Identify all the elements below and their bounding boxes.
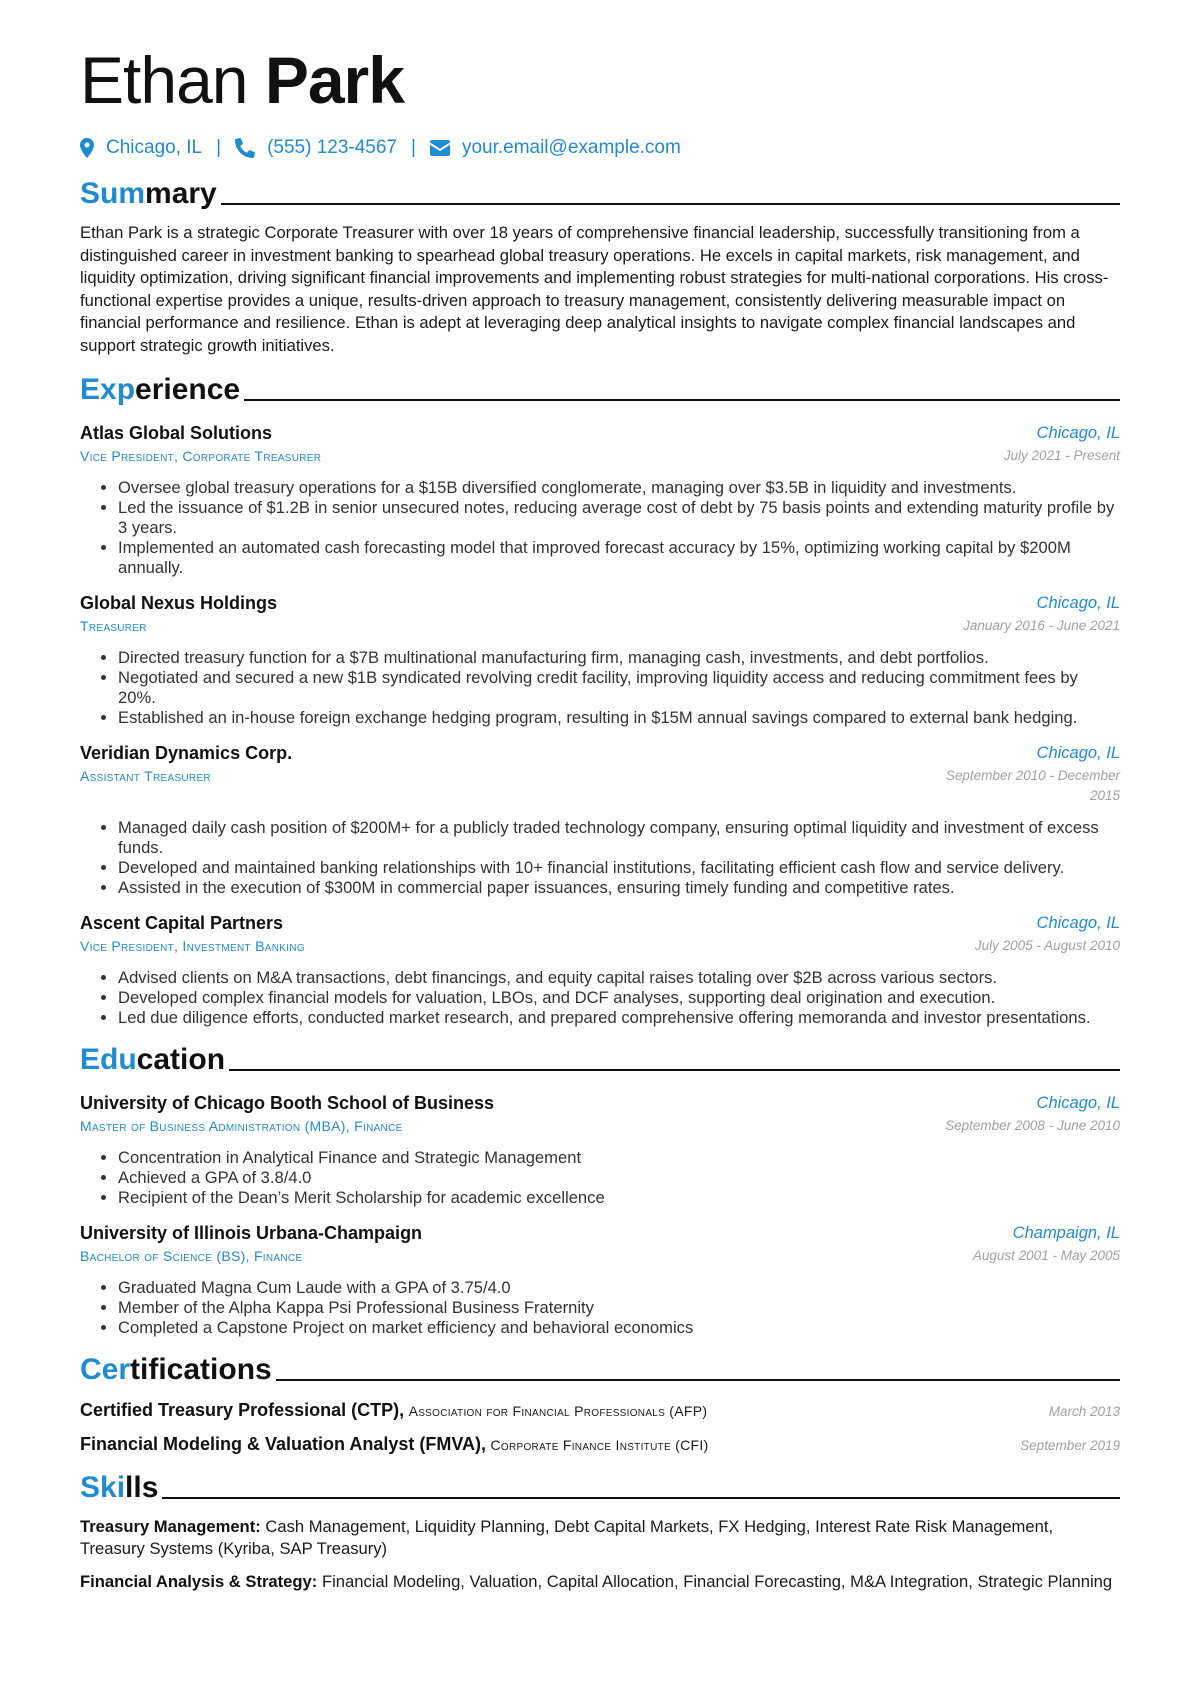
section-skills-heading <box>80 1466 1120 1506</box>
list-item: • Graduated Magna Cum Laude with a GPA of 3.75/4.0 <box>118 1278 1120 1298</box>
list-item: • Completed a Capstone Project on market efficiency and behavioral economics <box>118 1318 1120 1338</box>
heading-rest: cation <box>136 1042 226 1076</box>
employer-name: Global Nexus Holdings <box>80 592 278 613</box>
location-text: Chicago, IL <box>106 137 203 158</box>
experience-entry <box>80 912 1120 1028</box>
map-marker-icon <box>80 138 94 158</box>
certification-title: Financial Modeling & Valuation Analyst (FMVA) <box>80 1433 482 1454</box>
job-title: Assistant Treasurer <box>80 767 211 784</box>
phone-icon <box>235 138 255 158</box>
employer-name: Atlas Global Solutions <box>80 422 273 443</box>
entry-dates: August 2001 - May 2005 <box>972 1247 1120 1263</box>
heading-accent: Exp <box>80 372 136 406</box>
section-rule <box>276 1379 1120 1381</box>
certification-issuer: Association for Financial Professionals (AFP) <box>408 1402 708 1419</box>
contact-separator: | <box>411 137 416 158</box>
contact-phone[interactable] <box>235 134 397 162</box>
section-experience-heading <box>80 368 1120 408</box>
heading-rest: lls <box>125 1470 159 1504</box>
list-item: • Concentration in Analytical Finance and Strategic Management <box>118 1148 1120 1168</box>
list-item: • Established an in-house foreign exchange hedging program, resulting in $15M annual savings compared to external bank hedging. <box>118 708 1120 728</box>
degree: Bachelor of Science (BS), Finance <box>80 1247 303 1264</box>
candidate-name <box>80 40 1120 120</box>
certification-item <box>80 1434 1120 1456</box>
contact-bar <box>80 134 1120 162</box>
section-education-heading <box>80 1038 1120 1078</box>
section-rule <box>162 1497 1120 1499</box>
entry-dates: July 2021 - Present <box>1003 447 1120 463</box>
achievement-list <box>80 968 1120 1028</box>
list-item: • Directed treasury function for a $7B multinational manufacturing firm, managing cash, investments, and debt portfolios. <box>118 648 1120 668</box>
entry-dates: September 2010 - December 2015 <box>945 767 1120 803</box>
experience-entry <box>80 742 1120 898</box>
list-item: • Developed and maintained banking relationships with 10+ financial institutions, facilitating efficient cash flow and service delivery. <box>118 858 1120 878</box>
section-rule <box>229 1069 1120 1071</box>
first-name: Ethan <box>80 43 248 117</box>
skill-group <box>80 1571 1120 1594</box>
heading-rest: tifications <box>130 1352 272 1386</box>
entry-location: Chicago, IL <box>1036 423 1120 442</box>
envelope-icon <box>430 140 450 156</box>
entry-dates: September 2008 - June 2010 <box>945 1117 1120 1133</box>
list-item: • Led the issuance of $1.2B in senior unsecured notes, reducing average cost of debt by 75 basis points and extending maturity profile by 3 years. <box>118 498 1120 538</box>
entry-location: Chicago, IL <box>1036 593 1120 612</box>
job-title: Vice President, Investment Banking <box>80 937 305 954</box>
certification-date: September 2019 <box>1020 1437 1120 1453</box>
phone-text: (555) 123-4567 <box>267 137 397 158</box>
list-item: • Advised clients on M&A transactions, debt financings, and equity capital raises totaling over $2B across various sectors. <box>118 968 1120 988</box>
heading-accent: Edu <box>80 1042 137 1076</box>
section-rule <box>221 203 1120 205</box>
contact-location <box>80 134 202 162</box>
summary-paragraph: Ethan Park is a strategic Corporate Treasurer with over 18 years of comprehensive financial leadership, successfully transitioning from a distinguished career in investment banking to spearhead global treasury operations. He excels in capital markets, risk management, and liquidity optimization, driving significant financial improvements and implementing robust strategies for multi-national corporations. His cross-functional expertise provides a unique, results-driven approach to treasury management, consistently delivering measurable impact on financial performance and resilience. Ethan is adept at leveraging deep analytical insights to navigate complex financial landscapes and support strategic growth initiatives. <box>80 223 1109 355</box>
certification-issuer: Corporate Finance Institute (CFI) <box>490 1436 709 1453</box>
email-link: your.email@example.com <box>461 137 681 158</box>
last-name: Park <box>264 43 404 117</box>
heading-rest: mary <box>145 177 217 210</box>
job-title: Vice President, Corporate Treasurer <box>80 447 322 464</box>
heading-accent: Cer <box>80 1352 131 1386</box>
section-rule <box>244 399 1120 401</box>
resume-page <box>80 40 1120 1593</box>
education-entry <box>80 1222 1120 1338</box>
certification-title: Certified Treasury Professional (CTP) <box>80 1399 400 1420</box>
certification-date: March 2013 <box>1048 1403 1120 1419</box>
heading-accent: Ski <box>80 1470 126 1504</box>
contact-separator: | <box>216 137 222 158</box>
achievement-list <box>80 818 1120 898</box>
skill-list: Cash Management, Liquidity Planning, Debt Capital Markets, FX Hedging, Interest Rate Risk Management, Treasury Systems (Kyriba, SAP Treasury) <box>80 1516 1054 1559</box>
list-item: • Recipient of the Dean’s Merit Scholarship for academic excellence <box>118 1188 1120 1208</box>
skill-category: Treasury Management: <box>80 1516 261 1536</box>
skill-group <box>80 1516 1120 1561</box>
school-name: University of Chicago Booth School of Business <box>80 1092 495 1113</box>
employer-name: Ascent Capital Partners <box>80 912 284 933</box>
achievement-list <box>80 648 1120 728</box>
experience-entry <box>80 422 1120 578</box>
heading-rest: erience <box>135 372 241 406</box>
entry-location: Champaign, IL <box>1012 1223 1120 1242</box>
skill-category: Financial Analysis & Strategy: <box>80 1571 318 1591</box>
employer-name: Veridian Dynamics Corp. <box>80 742 293 763</box>
job-title: Treasurer <box>80 617 147 634</box>
achievement-list <box>80 478 1120 578</box>
list-item: • Assisted in the execution of $300M in commercial paper issuances, ensuring timely funding and competitive rates. <box>118 878 1120 898</box>
achievement-list <box>80 1278 1120 1338</box>
section-summary-heading <box>80 172 1120 212</box>
list-item: • Led due diligence efforts, conducted market research, and prepared comprehensive offering memoranda and investor presentations. <box>118 1008 1120 1028</box>
list-item: • Achieved a GPA of 3.8/4.0 <box>118 1168 1120 1188</box>
list-item: • Negotiated and secured a new $1B syndicated revolving credit facility, improving liquidity access and reducing commitment fees by 20%. <box>118 668 1120 708</box>
entry-location: Chicago, IL <box>1036 1093 1120 1112</box>
list-item: • Implemented an automated cash forecasting model that improved forecast accuracy by 15%, optimizing working capital by $200M annually. <box>118 538 1120 578</box>
certification-comma: , <box>481 1433 487 1454</box>
entry-dates: January 2016 - June 2021 <box>963 617 1120 633</box>
degree: Master of Business Administration (MBA), Finance <box>80 1117 403 1134</box>
education-entry <box>80 1092 1120 1208</box>
section-certifications-heading <box>80 1348 1120 1388</box>
entry-location: Chicago, IL <box>1036 913 1120 932</box>
heading-accent: Sum <box>80 177 146 210</box>
certification-comma: , <box>399 1399 405 1420</box>
skill-list: Financial Modeling, Valuation, Capital Allocation, Financial Forecasting, M&A Integration, Strategic Planning <box>321 1571 1113 1591</box>
experience-entry <box>80 592 1120 728</box>
school-name: University of Illinois Urbana-Champaign <box>80 1222 423 1243</box>
entry-location: Chicago, IL <box>1036 743 1120 762</box>
list-item: • Member of the Alpha Kappa Psi Professional Business Fraternity <box>118 1298 1120 1318</box>
list-item: • Oversee global treasury operations for a $15B diversified conglomerate, managing over $3.5B in liquidity and investments. <box>118 478 1120 498</box>
achievement-list <box>80 1148 1120 1208</box>
certification-item <box>80 1400 1120 1422</box>
list-item: • Managed daily cash position of $200M+ for a publicly traded technology company, ensuring optimal liquidity and investment of excess funds. <box>118 818 1120 858</box>
list-item: • Developed complex financial models for valuation, LBOs, and DCF analyses, supporting deal origination and execution. <box>118 988 1120 1008</box>
entry-dates: July 2005 - August 2010 <box>974 937 1120 953</box>
contact-email[interactable] <box>430 134 681 162</box>
